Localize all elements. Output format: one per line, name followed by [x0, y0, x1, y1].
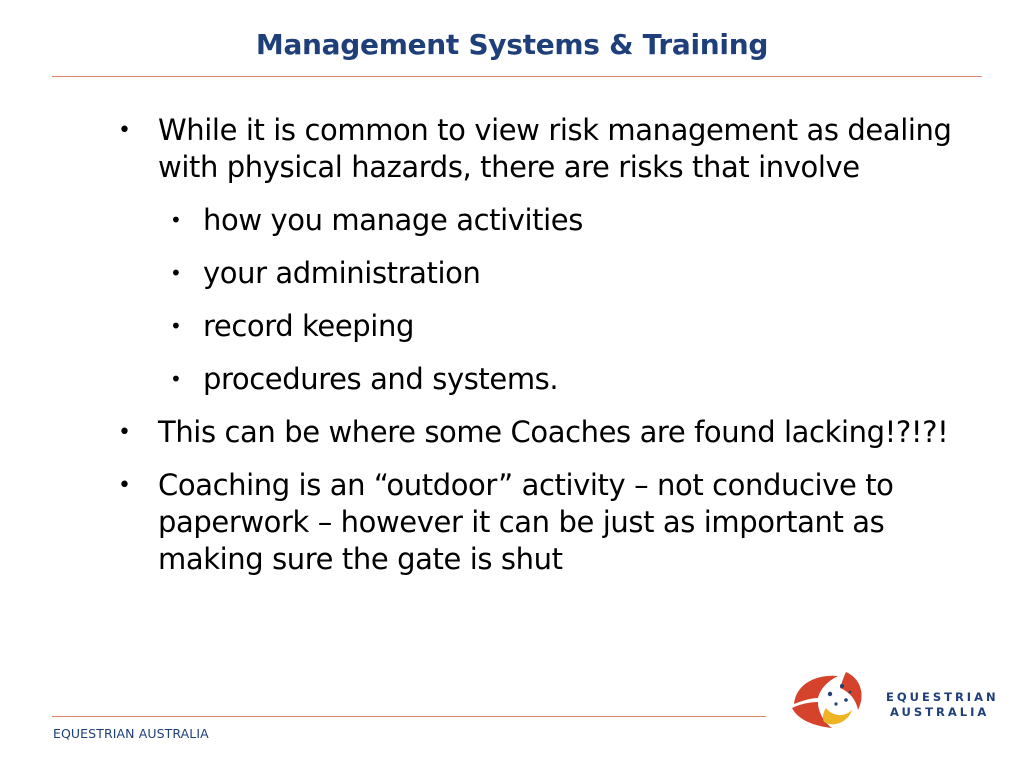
sub-bullet-text: record keeping [203, 309, 414, 343]
bullet-icon: • [170, 261, 182, 285]
logo-line1: EQUESTRIAN [886, 690, 999, 704]
sub-bullet-text: procedures and systems. [203, 362, 559, 396]
footer-organization: EQUESTRIAN AUSTRALIA [53, 726, 209, 741]
bullet-icon: • [118, 118, 131, 143]
sub-bullet-item [118, 202, 988, 239]
slide-title: Management Systems & Training [255, 28, 769, 61]
bullet-text: This can be where some Coaches are found lacking!?!?! [158, 415, 949, 449]
sub-bullet-item [118, 361, 988, 398]
bullet-icon: • [118, 420, 131, 445]
sub-bullet-text: your administration [203, 256, 481, 290]
bullet-text: While it is common to view risk management as dealing with physical hazards, there are risks that involve [158, 113, 952, 184]
title-divider [52, 76, 982, 77]
slide-content [118, 112, 988, 578]
bullet-icon: • [170, 314, 182, 338]
sub-bullet-item [118, 255, 988, 292]
bullet-item [118, 414, 988, 451]
bullet-item [118, 112, 988, 186]
bullet-icon: • [118, 473, 131, 498]
logo-line2: AUSTRALIA [890, 705, 990, 719]
bullet-text: Coaching is an “outdoor” activity – not conducive to paperwork – however it can be just as important as making sure the gate is shut [158, 468, 894, 576]
bullet-item [118, 467, 988, 578]
bullet-icon: • [170, 208, 182, 232]
equestrian-australia-logo [786, 664, 999, 734]
logo-wordmark [886, 690, 999, 720]
sub-bullet-item [118, 308, 988, 345]
sub-bullet-text: how you manage activities [203, 203, 583, 237]
bullet-icon: • [170, 367, 182, 391]
logo-emblem-icon [786, 664, 886, 734]
footer-divider [52, 716, 766, 717]
